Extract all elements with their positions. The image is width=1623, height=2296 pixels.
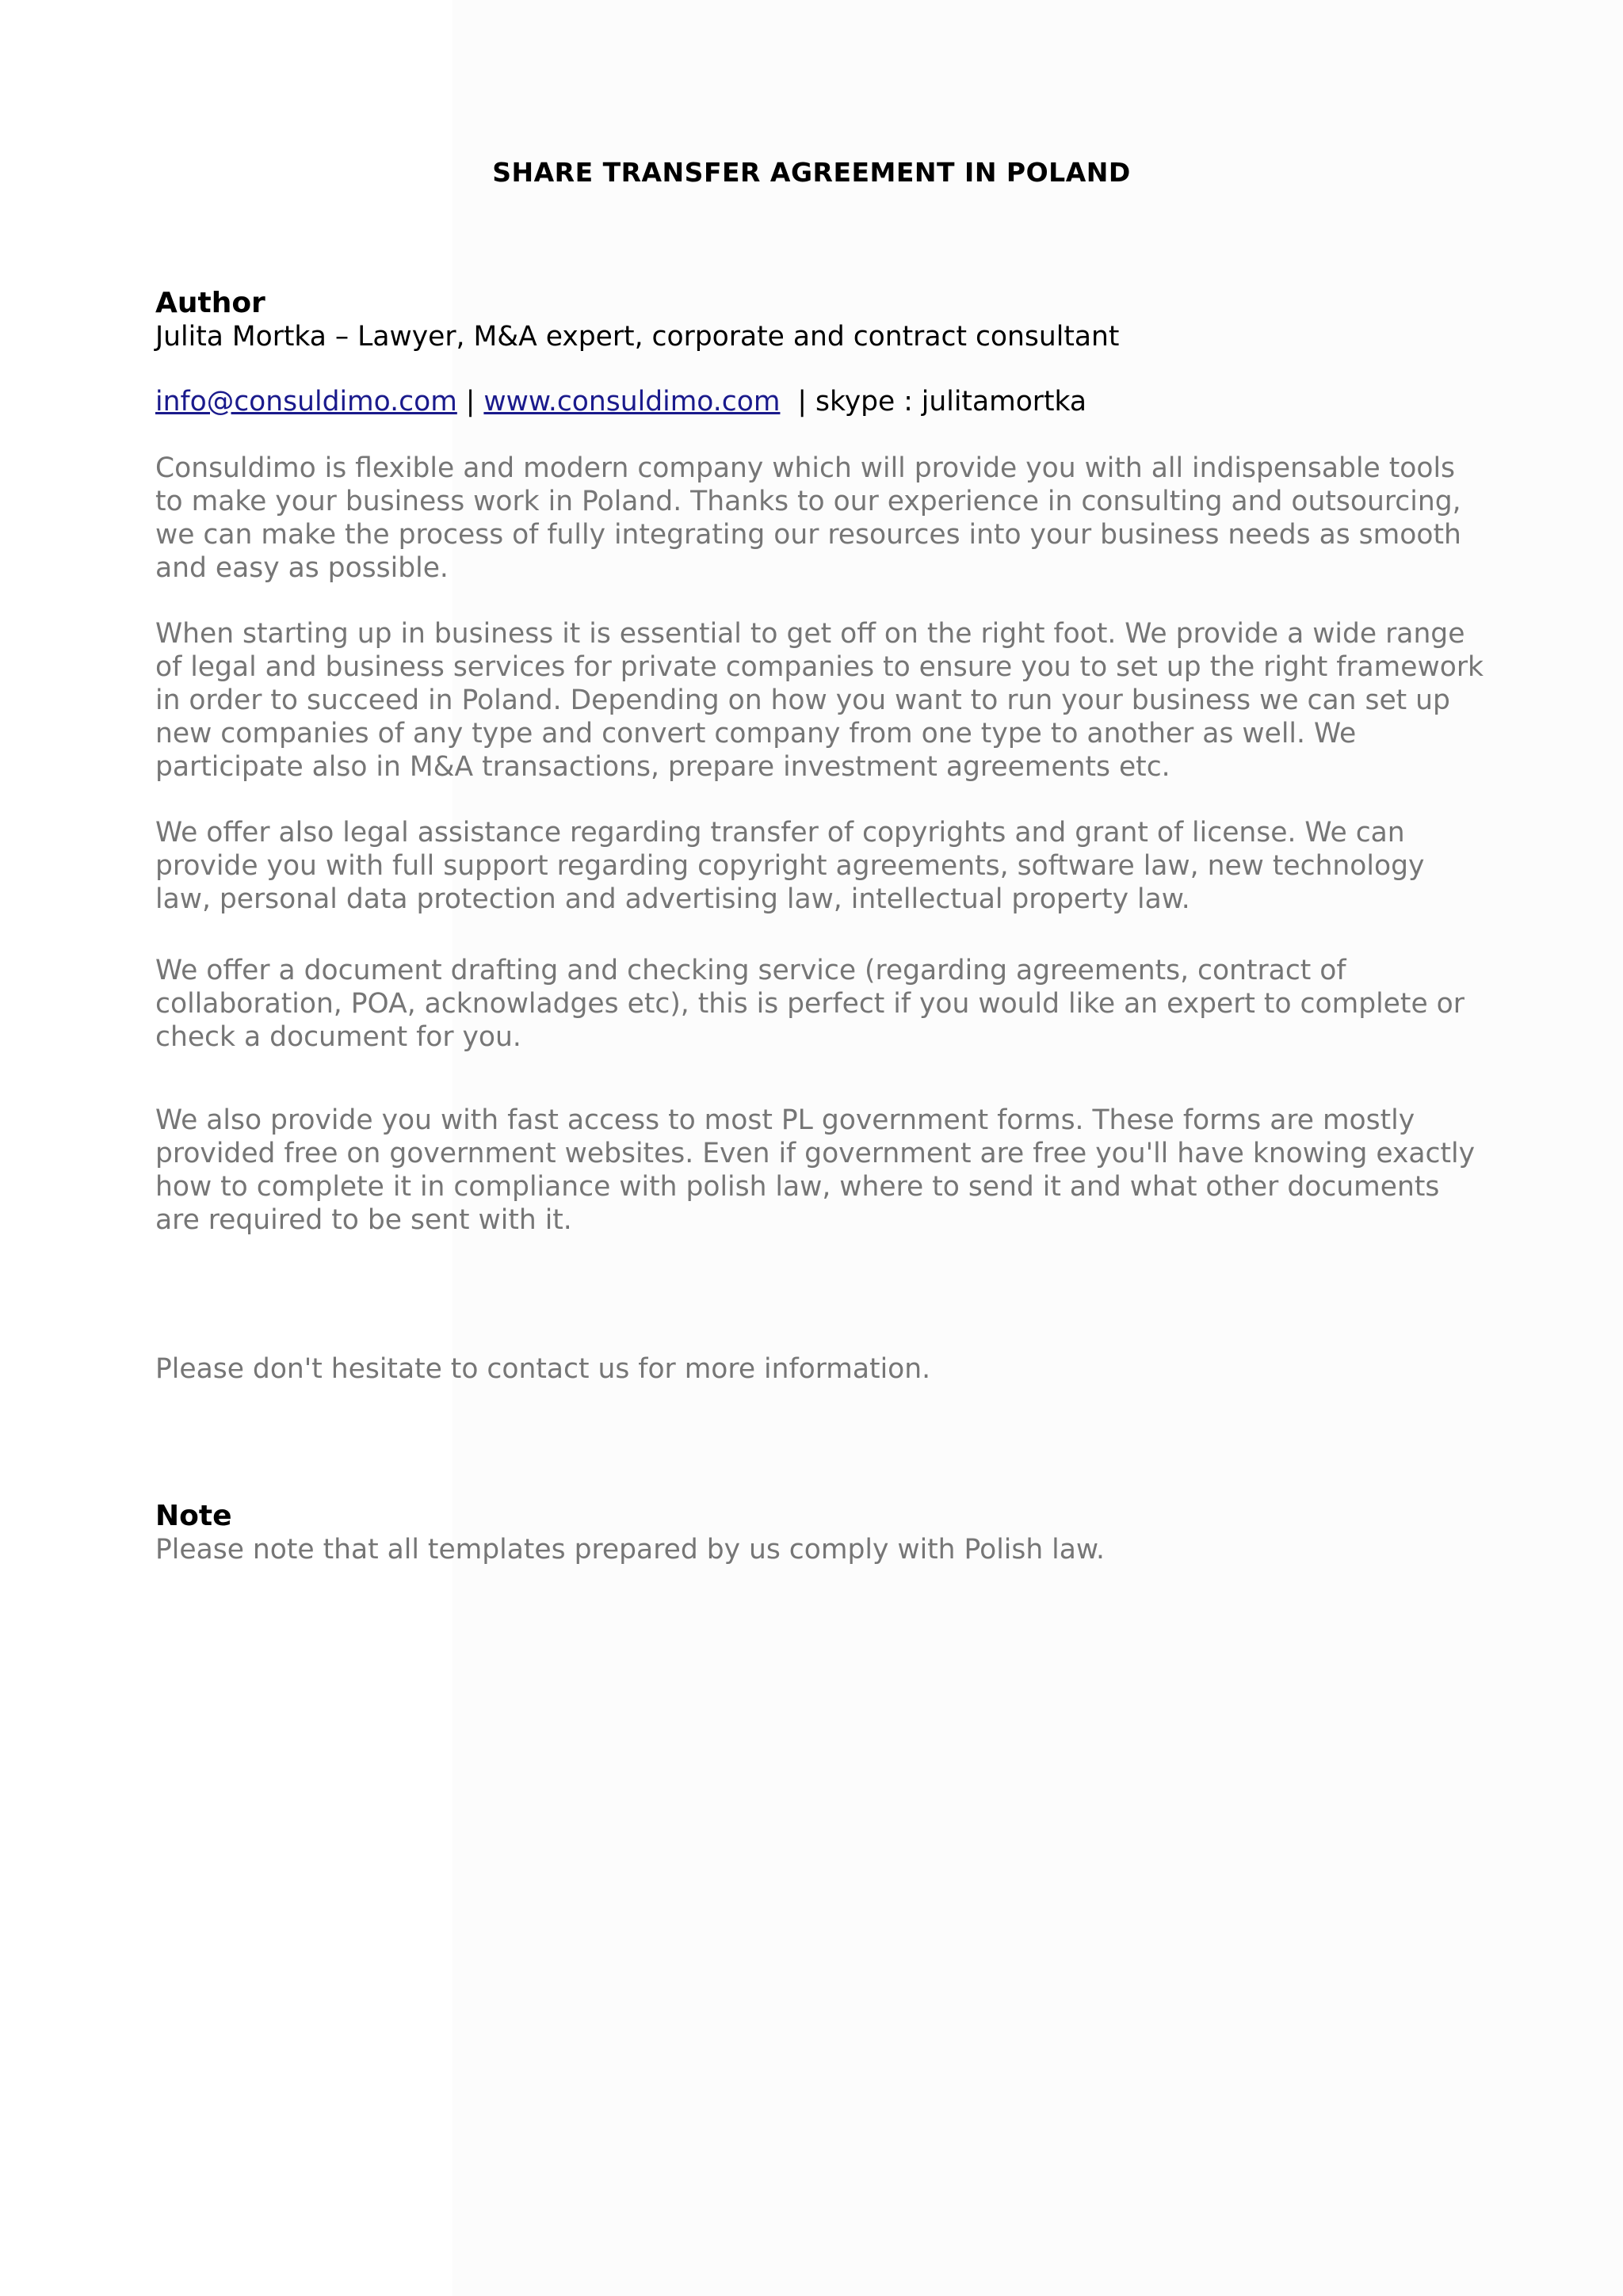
author-byline: Julita Mortka – Lawyer, M&A expert, corporate and contract consultant	[155, 321, 1120, 353]
contact-line	[155, 385, 1487, 418]
paragraph-drafting: We offer a document drafting and checking service (regarding agreements, contract of collaboration, POA, acknowladges etc), this is perfect if you would like an expert to complete or check a document for you.	[155, 955, 1465, 1053]
contact-separator: |	[456, 386, 484, 418]
skype-text: | skype : julitamortka	[780, 386, 1087, 418]
website-link[interactable]: www.consuldimo.com	[483, 386, 781, 418]
author-heading: Author	[155, 287, 265, 319]
author-section	[155, 287, 1487, 353]
email-link[interactable]: info@consuldimo.com	[155, 386, 457, 418]
paragraph-startup: When starting up in business it is essential to get off on the right foot. We provide a wide range of legal and business services for private companies to ensure you to set up the right framework in order to succeed in Poland. Depending on how you want to run your business we can set up new companies of any type and convert company from one type to another as well. We participate also in M&A transactions, prepare investment agreements etc.	[155, 618, 1484, 783]
paragraph-intro: Consuldimo is flexible and modern company which will provide you with all indispensable tools to make your business work in Poland. Thanks to our experience in consulting and outsourcing, we can make the process of fully integrating our resources into your business needs as smooth and easy as possible.	[155, 452, 1461, 584]
paragraph-copyright: We offer also legal assistance regarding transfer of copyrights and grant of license. We can provide you with full support regarding copyright agreements, software law, new technology law, personal data protection and advertising law, intellectual property law.	[155, 817, 1425, 915]
note-heading: Note	[155, 1500, 232, 1532]
document-title: SHARE TRANSFER AGREEMENT IN POLAND	[492, 157, 1131, 188]
paragraph-forms: We also provide you with fast access to most PL government forms. These forms are mostly provided free on government websites. Even if government are free you'll have knowing exactly how to complete it in compliance with polish law, where to send it and what other documents are required to be sent with it.	[155, 1104, 1475, 1236]
paragraph-contact-us: Please don't hesitate to contact us for more information.	[155, 1353, 931, 1385]
note-text: Please note that all templates prepared by us comply with Polish law.	[155, 1534, 1105, 1566]
note-section	[155, 1500, 1487, 1566]
